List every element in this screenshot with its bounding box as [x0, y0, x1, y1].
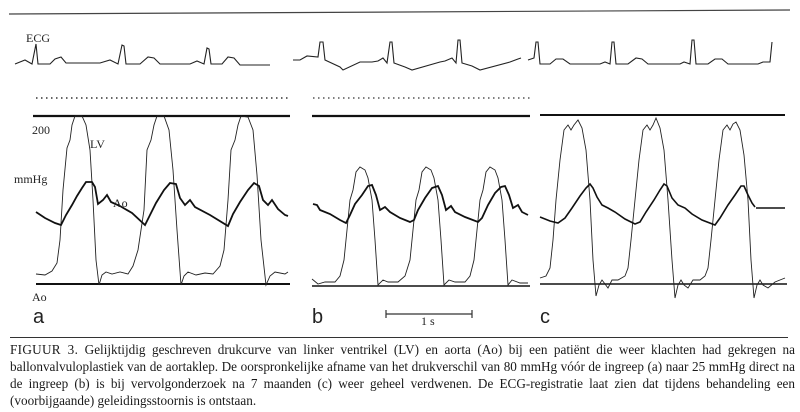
figure-caption	[10, 341, 795, 409]
panel-label-b: b	[312, 306, 324, 328]
panel-c-lv-trace	[540, 118, 785, 298]
ecg-traces	[15, 40, 772, 70]
panel-label-c: c	[540, 306, 550, 328]
ecg-label: ECG	[26, 31, 50, 45]
panel-b-lv-trace	[312, 167, 528, 285]
y-tick-200: 200	[32, 123, 50, 137]
panel-b-ao-trace	[313, 185, 528, 223]
ao-baseline-label: Ao	[32, 290, 47, 304]
caption-text: Gelijktijdig geschreven drukcurve van linker ventrikel (LV) en aorta (Ao) bij een patiënt die weer klachten had gekregen na ballonvalvuloplastiek van de aortaklep. De oorspronkelijke afname van het drukverschil van 80 mmHg vóór de ingreep (a) naar 25 mmHg direct na de ingreep (b) is bij vervolgonderzoek na 7 maanden (c) weer geheel verdwenen. De ECG-registratie laat zien dat tijdens behandeling een (voorbijgaande) geleidingsstoornis is ontstaan.	[10, 342, 795, 408]
panel-label-a: a	[33, 306, 45, 328]
panel-a-ao-trace	[36, 182, 288, 226]
lv-trace-label: LV	[90, 137, 105, 151]
y-axis-unit-label: mmHg	[14, 172, 48, 186]
top-rule	[9, 10, 790, 14]
ao-trace-label: Ao	[113, 196, 128, 210]
scale-bar-label: 1 s	[421, 314, 435, 328]
figure-number: FIGUUR 3.	[10, 342, 79, 357]
caption-divider	[10, 337, 788, 338]
